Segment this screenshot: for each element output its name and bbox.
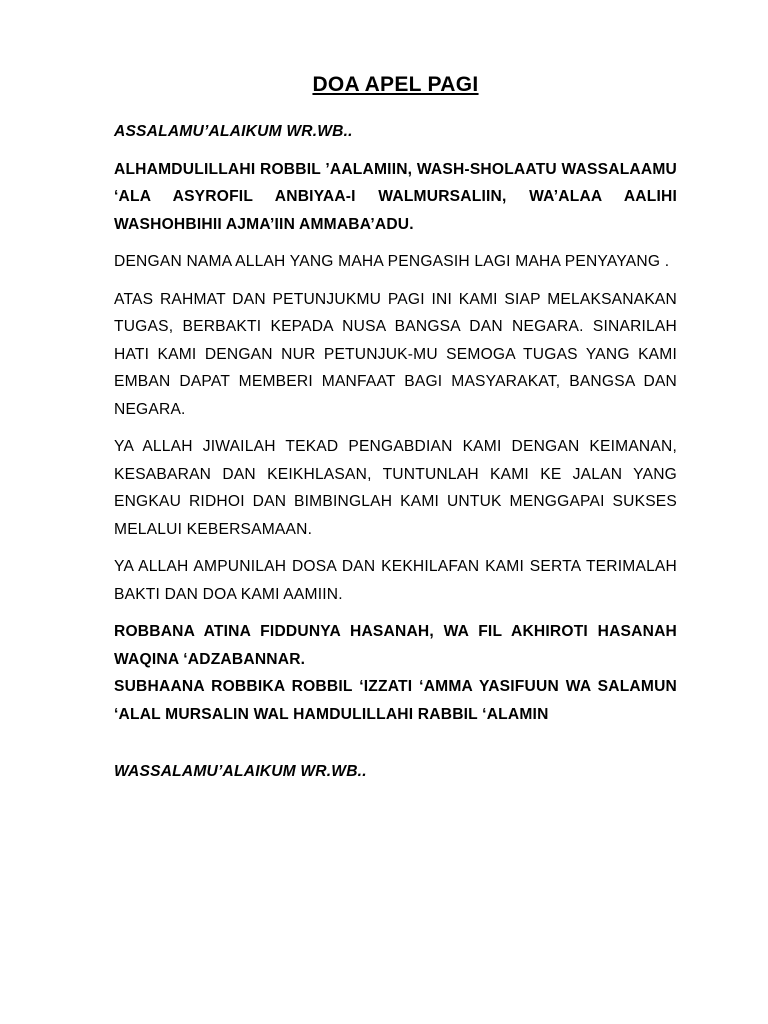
- closing-prayer-1: ROBBANA ATINA FIDDUNYA HASANAH, WA FIL AKHIROTI HASANAH WAQINA ‘ADZABANNAR.: [114, 623, 677, 668]
- opening-greeting: ASSALAMU’ALAIKUM WR.WB..: [114, 123, 353, 140]
- opening-praise: ALHAMDULILLAHI ROBBIL ’AALAMIIN, WASH-SHOLAATU WASSALAAMU ‘ALA ASYROFIL ANBIYAA-I WALMURSALIIN, WA’ALAA AALIHI WASHOHBIHII AJMA’IIN AMMABA’ADU.: [114, 160, 677, 233]
- closing-prayer-2: SUBHAANA ROBBIKA ROBBIL ‘IZZATI ‘AMMA YASIFUUN WA SALAMUN ‘ALAL MURSALIN WAL HAMDULILLAHI RABBIL ‘ALAMIN: [114, 678, 677, 723]
- closing-greeting: WASSALAMU’ALAIKUM WR.WB..: [114, 763, 367, 780]
- prayer-paragraph-3: YA ALLAH JIWAILAH TEKAD PENGABDIAN KAMI DENGAN KEIMANAN, KESABARAN DAN KEIKHLASAN, TUNTUNLAH KAMI KE JALAN YANG ENGKAU RIDHOI DAN BIMBINGLAH KAMI UNTUK MENGGAPAI SUKSES MELALUI KEBERSAMAAN.: [114, 438, 677, 538]
- document-title: DOA APEL PAGI: [312, 73, 479, 96]
- prayer-paragraph-2: ATAS RAHMAT DAN PETUNJUKMU PAGI INI KAMI SIAP MELAKSANAKAN TUGAS, BERBAKTI KEPADA NUSA BANGSA DAN NEGARA. SINARILAH HATI KAMI DENGAN NUR PETUNJUK-MU SEMOGA TUGAS YANG KAMI EMBAN DAPAT MEMBERI MANFAAT BAGI MASYARAKAT, BANGSA DAN NEGARA.: [114, 290, 677, 418]
- prayer-paragraph-4: YA ALLAH AMPUNILAH DOSA DAN KEKHILAFAN KAMI SERTA TERIMALAH BAKTI DAN DOA KAMI AAMIIN.: [114, 558, 677, 603]
- prayer-paragraph-1: DENGAN NAMA ALLAH YANG MAHA PENGASIH LAGI MAHA PENYAYANG .: [114, 253, 670, 270]
- document-page: [114, 70, 677, 786]
